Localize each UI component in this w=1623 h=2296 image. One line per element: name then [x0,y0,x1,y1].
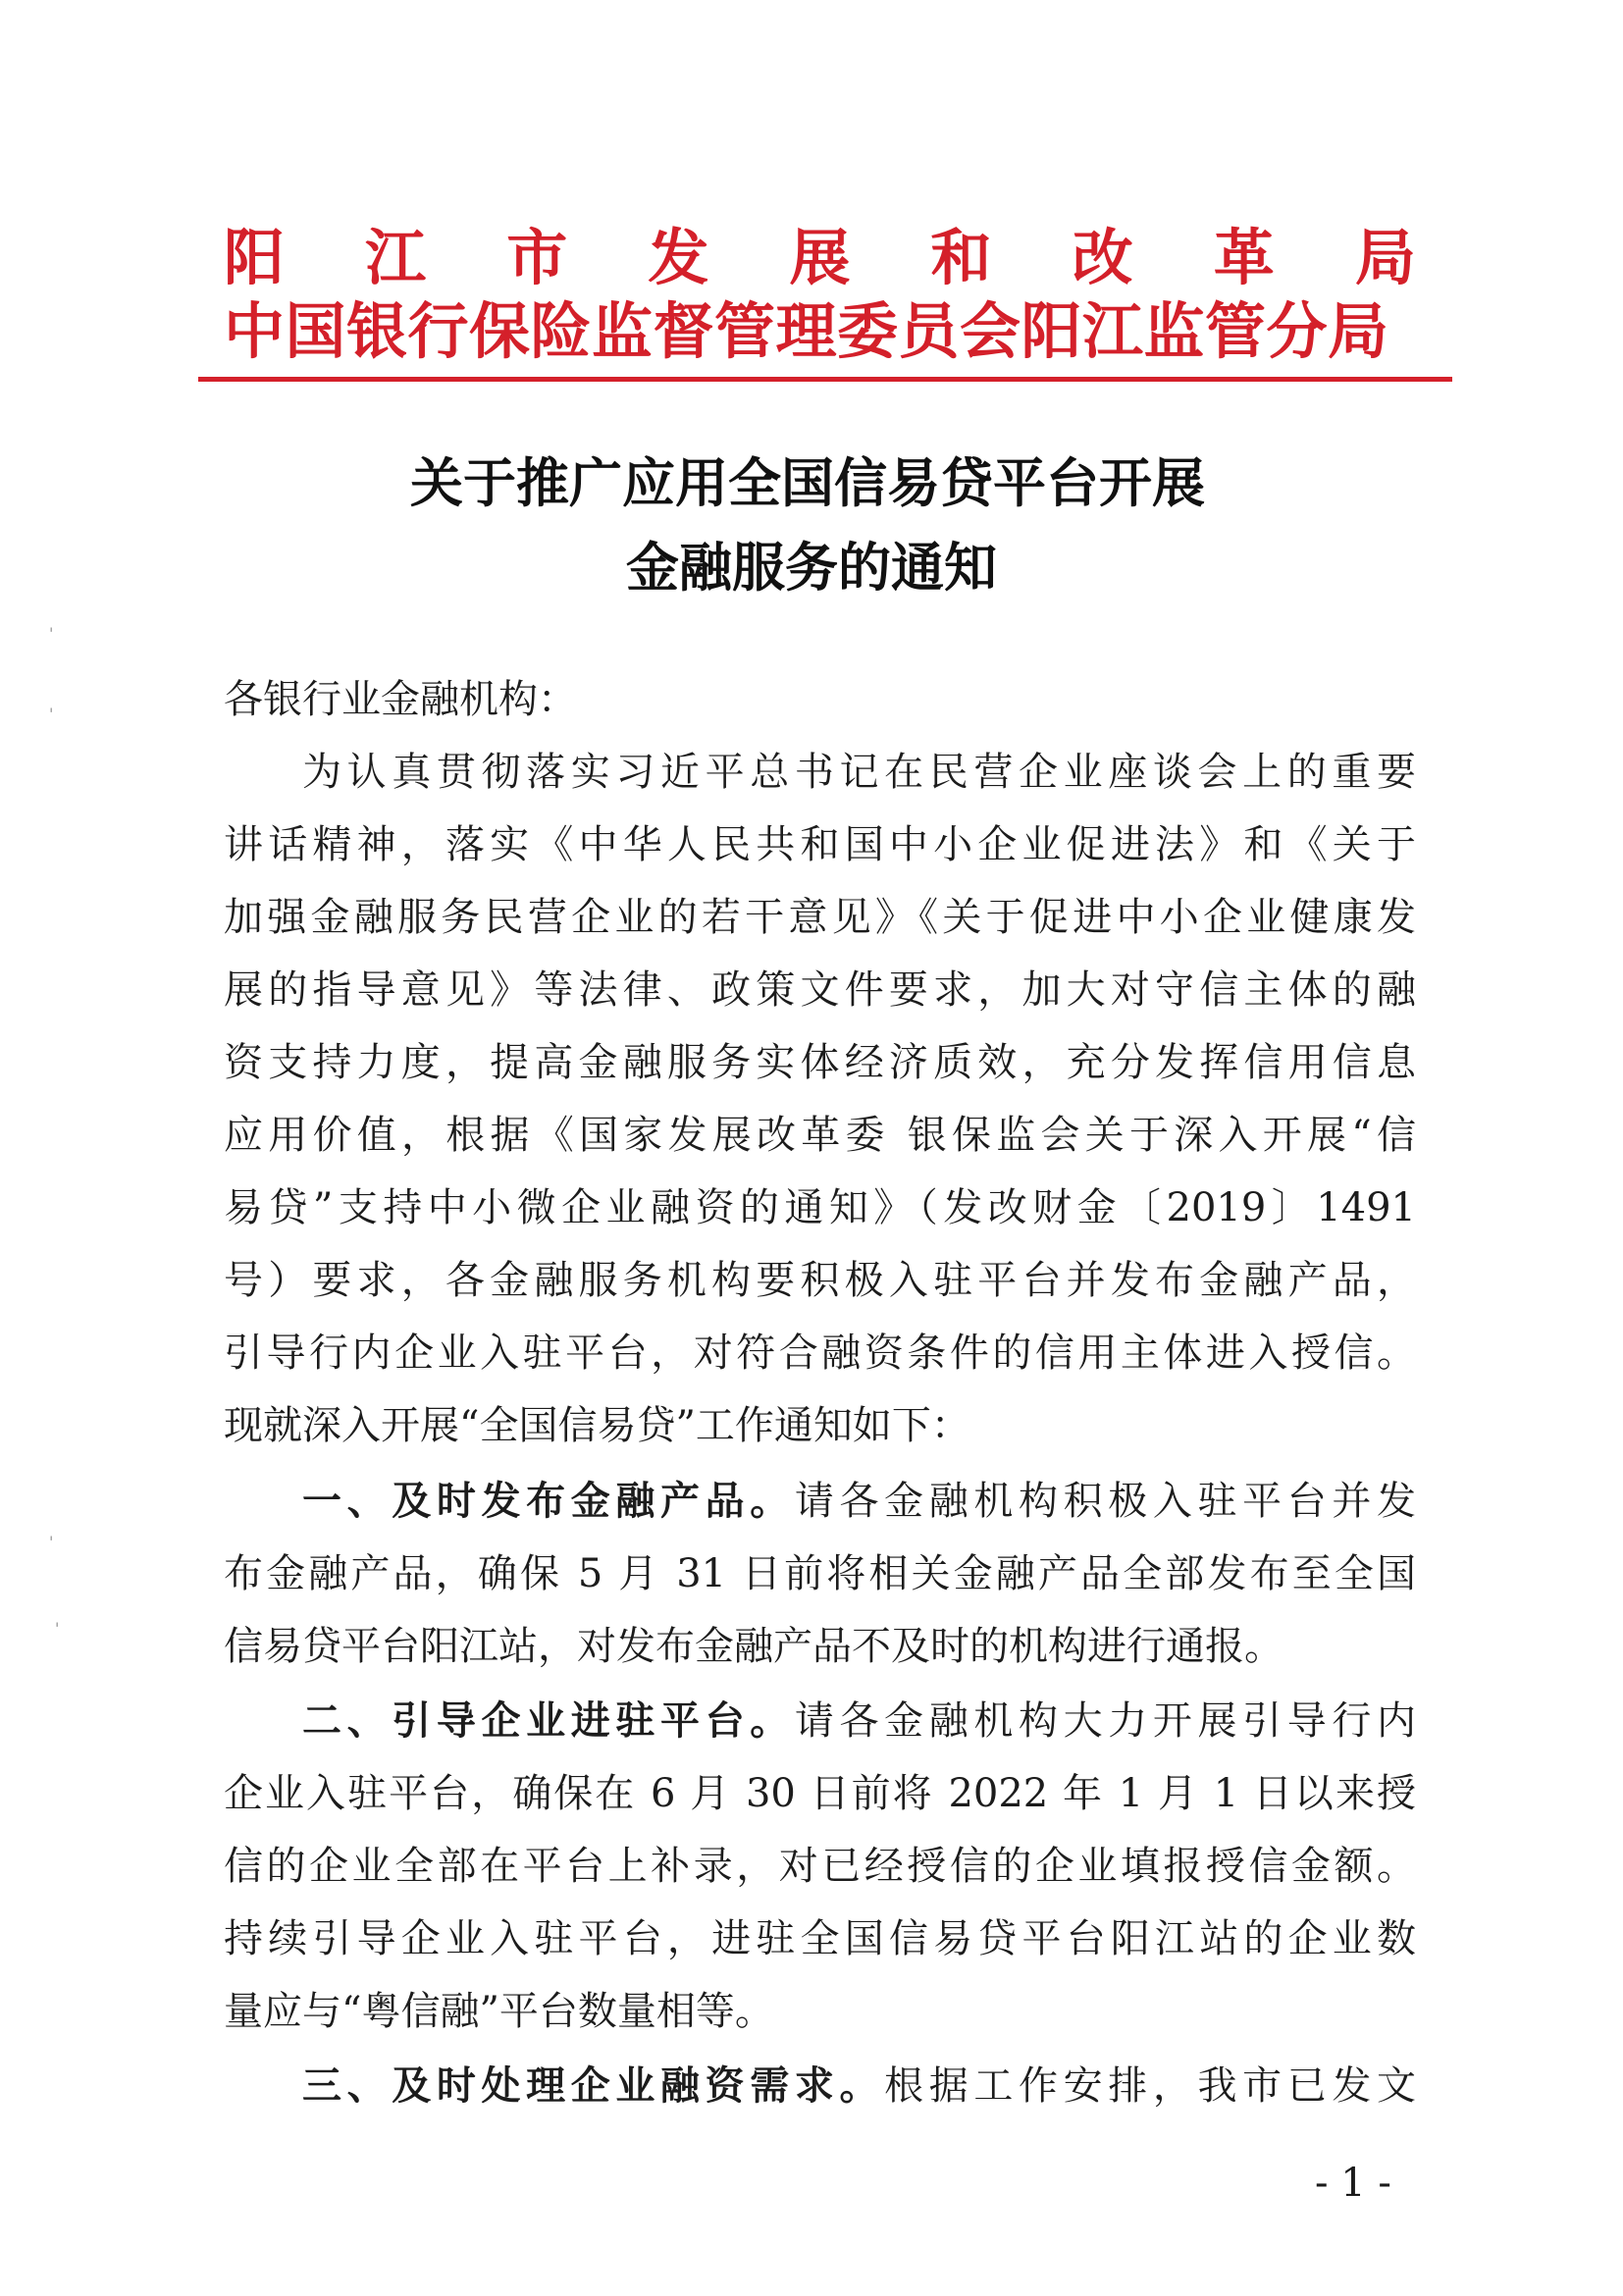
paragraph-line: 布金融产品，确保 5 月 31 日前将相关金融产品全部发布至全国 [224,1551,1416,1596]
paragraph-line: 企业入驻平台，确保在 6 月 30 日前将 2022 年 1 月 1 日以来授 [224,1771,1416,1816]
section-2-heading: 二、引导企业进驻平台。 [302,1698,795,1744]
section-2-first-line [302,1696,1416,1746]
paragraph-line: 信的企业全部在平台上补录，对已经授信的企业填报授信金额。 [224,1844,1416,1889]
section-3-text: 根据工作安排，我市已发文 [884,2063,1416,2109]
section-1-first-line [302,1477,1416,1526]
scan-margin-mark: ' [49,1533,54,1551]
scan-margin-mark: ' [49,704,54,723]
paragraph-line: 引导行内企业入驻平台，对符合融资条件的信用主体进入授信。 [224,1331,1416,1376]
section-1-text: 请各金融机构积极入驻平台并发 [794,1479,1416,1524]
issuing-authority-char: 改 [1072,222,1133,293]
document-title-line-1: 关于推广应用全国信易贷平台开展 [410,451,1205,514]
paragraph-line: 信易贷平台阳江站，对发布金融产品不及时的机构进行通报。 [224,1624,1283,1669]
document-title-line-2: 金融服务的通知 [626,536,997,599]
issuing-authority-char: 市 [506,222,568,293]
paragraph-line: 易贷”支持中小微企业融资的通知》（发改财金〔2019〕1491 [224,1185,1416,1230]
page-number: - 1 - [1315,2161,1391,2206]
paragraph-line: 应用价值，根据《国家发展改革委 银保监会关于深入开展“信 [224,1113,1416,1158]
paragraph-line: 加强金融服务民营企业的若干意见》《关于促进中小企业健康发 [224,895,1416,940]
issuing-authority-char: 江 [365,222,427,293]
paragraph-line: 现就深入开展“全国信易贷”工作通知如下： [224,1403,970,1448]
issuing-authority-char: 局 [1354,222,1416,293]
paragraph-line: 为认真贯彻落实习近平总书记在民营企业座谈会上的重要 [302,750,1416,795]
paragraph-line: 讲话精神，落实《中华人民共和国中小企业促进法》和《关于 [224,822,1416,867]
section-3-first-line [302,2061,1416,2111]
paragraph-line: 号）要求，各金融服务机构要积极入驻平台并发布金融产品， [224,1258,1416,1303]
section-3-heading: 三、及时处理企业融资需求。 [302,2063,885,2109]
issuing-authority-char: 阳 [224,222,286,293]
scan-margin-mark: ' [49,624,54,643]
paragraph-line: 展的指导意见》等法律、政策文件要求，加大对守信主体的融 [224,967,1416,1013]
salutation: 各银行业金融机构： [224,677,577,722]
issuing-authority-char: 和 [930,222,992,293]
section-2-text: 请各金融机构大力开展引导行内 [794,1698,1416,1744]
issuing-authority-line-2: 中国银行保险监督管理委员会阳江监管分局 [224,295,1389,367]
paragraph-line: 量应与“粤信融”平台数量相等。 [224,1989,774,2034]
issuing-authority-char: 革 [1213,222,1275,293]
issuing-authority-line-1 [224,224,1416,292]
issuing-authority-char: 展 [789,222,851,293]
issuing-authority-char: 发 [648,222,709,293]
scan-margin-mark: ' [55,1619,60,1638]
paragraph-line: 资支持力度，提高金融服务实体经济质效，充分发挥信用信息 [224,1040,1416,1085]
red-divider-line [198,377,1452,382]
section-1-heading: 一、及时发布金融产品。 [302,1479,795,1524]
paragraph-line: 持续引导企业入驻平台，进驻全国信易贷平台阳江站的企业数 [224,1916,1416,1961]
